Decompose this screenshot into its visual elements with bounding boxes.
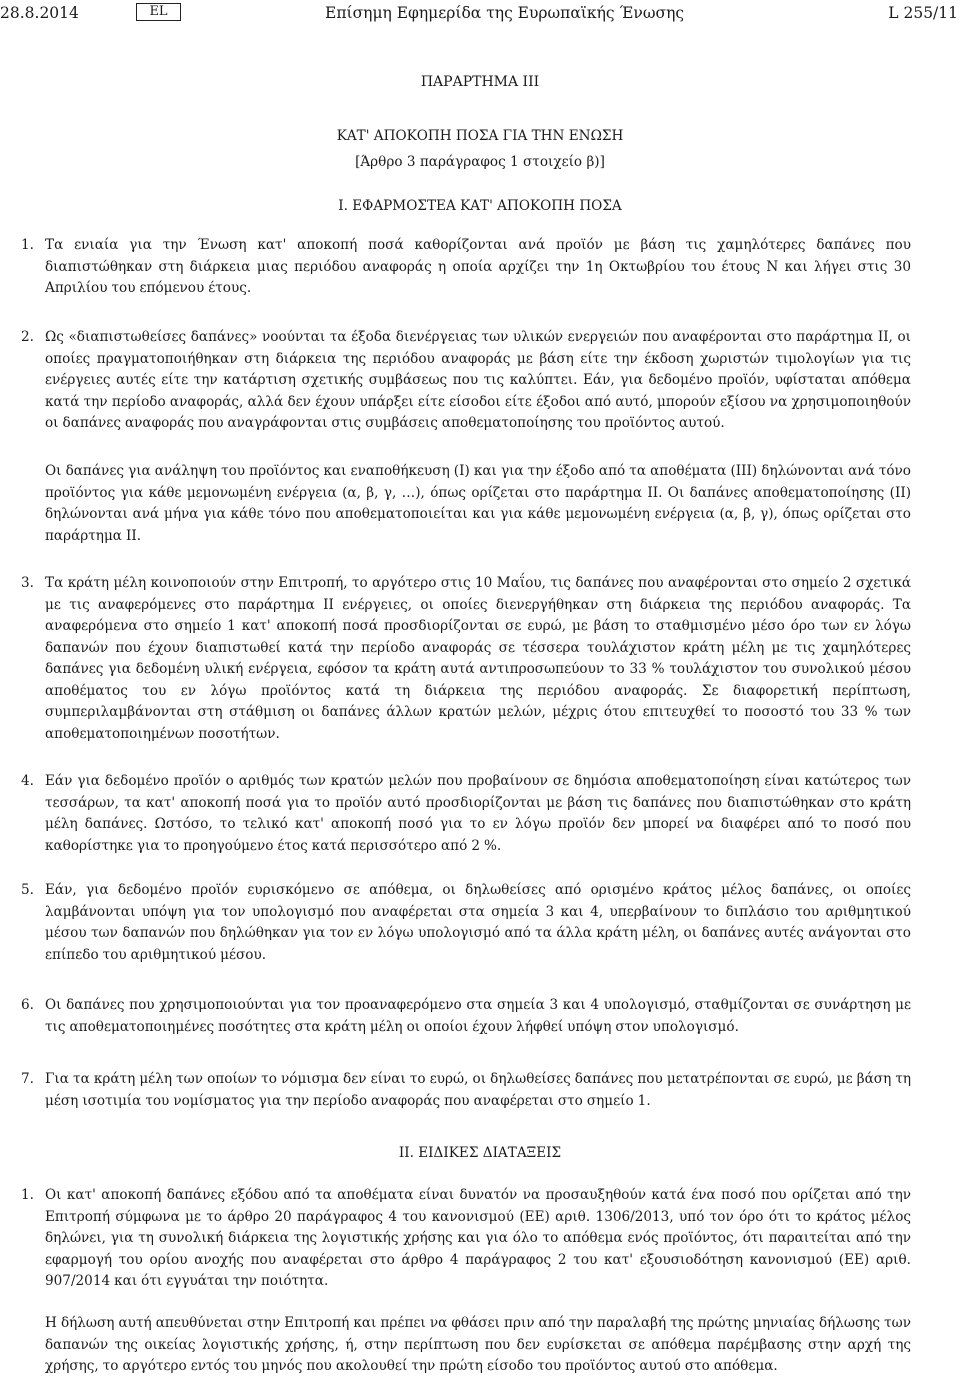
paragraph-number: 6. [21,997,34,1013]
page-reference: L 255/11 [888,4,958,22]
journal-title: Επίσημη Εφημερίδα της Ευρωπαϊκής Ένωσης [325,4,685,22]
paragraph-text: Εάν, για δεδομένο προϊόν ευρισκόμενο σε απόθεμα, οι δηλωθείσες από ορισμένο κράτος μέλος δαπάνες, οι οποίες λαμβάνονται υπόψη για τον υπολογισμό που αναφέρεται στα σημεία 3 και 4, υπερβαίνουν το διπλάσιο του αριθμητικού μέσου των δαπανών που δηλώθηκαν για τον εν λόγω υπολογισμό από τα άλλα κράτη μέλη, οι δαπάνες αυτές ανάγονται στο επίπεδο του αριθμητικού μέσου. [45,882,911,963]
paragraph-number: 2. [21,329,34,345]
paragraph-text: Εάν για δεδομένο προϊόν ο αριθμός των κρατών μελών που προβαίνουν σε δημόσια αποθεματοποίηση είναι κατώτερος των τεσσάρων, τα κατ' αποκοπή ποσά για το προϊόν αυτό προσδιορίζονται με βάση τις δαπάνες που διαπιστώθηκαν στο κράτη μέλη δαπάνες. Ωστόσο, το τελικό κατ' αποκοπή ποσό για το εν λόγω προϊόν δεν μπορεί να διαφέρει από το ποσό που καθορίστηκε για το προηγούμενο έτος κατά περισσότερο από 2 %. [45,773,911,854]
paragraph-text: Οι δαπάνες που χρησιμοποιούνται για τον προαναφερόμενο στα σημεία 3 και 4 υπολογισμό, σταθμίζονται σε συνάρτηση με τις αποθεματοποιημένες ποσότητες στα κράτη μέλη οι οποίοι έχουν λήφθεί υπόψη στον υπολογισμό. [45,997,911,1035]
paragraph-7 [21,1069,911,1112]
annex-main-title: ΚΑΤ' ΑΠΟΚΟΠΗ ΠΟΣΑ ΓΙΑ ΤΗΝ ΕΝΩΣΗ [336,128,624,144]
paragraph-5 [21,880,911,966]
paragraph-1 [21,235,911,300]
paragraph-text: Τα κράτη μέλη κοινοποιούν στην Επιτροπή, το αργότερο στις 10 Μαΐου, τις δαπάνες που αναφέρονται στο σημείο 2 σχετικά με τις αναφερόμενες στο παράρτημα II ενέργειες, οι οποίες διενεργήθηκαν στη διάρκεια της περιόδου αναφοράς. Τα αναφερόμενα στο σημείο 1 κατ' αποκοπή ποσά προσδιορίζονται σε ευρώ, με βάση το σταθμισμένο μέσο όρο των εν λόγω δαπανών που έχουν διαπιστωθεί κατά την περίοδο αναφοράς σε τέσσερα τουλάχιστον κράτη μέλη με τις χαμηλότερες δαπάνες για δεδομένη υλική ενέργεια, εφόσον τα κράτη αυτά αντιπροσωπεύουν το 33 % τουλάχιστον του συνολικού μέσου αποθέματος του εν λόγω προϊόντος κατά τη διάρκεια της περιόδου αναφοράς. Σε διαφορετική περίπτωση, συμπεριλαμβάνονται στη στάθμιση οι δαπάνες άλλων κρατών μελών, μέχρις ότου επιτευχθεί το ποσοστό του 33 % των αποθεματοποιημένων ποσοτήτων. [45,575,911,742]
paragraph-number: 1. [21,237,34,253]
special-paragraph-1-continued [45,1313,911,1378]
paragraph-number: 7. [21,1071,34,1087]
section-heading-1: I. ΕΦΑΡΜΟΣΤΕΑ ΚΑΤ' ΑΠΟΚΟΠΗ ΠΟΣΑ [338,198,622,214]
paragraph-number: 3. [21,575,34,591]
header-date: 28.8.2014 [0,4,79,22]
paragraph-3 [21,573,911,745]
paragraph-number: 5. [21,882,34,898]
paragraph-6 [21,995,911,1038]
paragraph-text: Η δήλωση αυτή απευθύνεται στην Επιτροπή και πρέπει να φθάσει πριν από την παραλαβή της πρώτης μηνιαίας δήλωσης των δαπανών της οικείας λογιστικής χρήσης, ή, στην περίπτωση που δεν ευρίσκεται σε απόθεμα παρέμβασης στην αρχή της χρήσης, το αργότερο εντός του μηνός που ακολουθεί την πρώτη είσοδο του προϊόντος αυτού στο απόθεμα. [45,1315,911,1374]
page-header [0,4,960,26]
language-badge: EL [136,3,181,21]
paragraph-text: Ως «διαπιστωθείσες δαπάνες» νοούνται τα έξοδα διενέργειας των υλικών ενεργειών που αναφέρονται στο παράρτημα II, οι οποίες πραγματοποιήθηκαν στη διάρκεια της περιόδου αναφοράς με βάση είτε την έκδοση χωριστών τιμολογίων για τις ενέργειες αυτές είτε την κατάρτιση σχετικής συμβάσεως που τις καλύπτει. Εάν, για δεδομένο προϊόν, υφίσταται απόθεμα κατά την περίοδο αναφοράς, αλλά δεν έχουν υπάρξει είτε είσοδοι είτε έξοδοι από αυτό, μπορούν εξίσου να χρησιμοποιηθούν οι δαπάνες αναφοράς που αναγράφονται στις συμβάσεις αποθεματοποίησης του προϊόντος αυτού. [45,329,911,431]
paragraph-number: 1. [21,1187,34,1203]
annex-title: ΠΑΡΑΡΤΗΜΑ III [420,74,540,90]
paragraph-text: Οι κατ' αποκοπή δαπάνες εξόδου από τα αποθέματα είναι δυνατόν να προσαυξηθούν κατά ένα ποσό που ορίζεται από την Επιτροπή σύμφωνα με το άρθρο 20 παράγραφος 4 του κανονισμού (ΕΕ) αριθ. 1306/2013, υπό τον όρο ότι το κράτος μέλος δηλώνει, για τη συνολική διάρκεια της λογιστικής χρήσης και για όλο το απόθεμα ενός προϊόντος, ότι παραιτείται από την εφαρμογή του ορίου ανοχής που αναφέρεται στο άρθρο 4 παράγραφος 2 του κατ' εξουσιοδότηση κανονισμού (ΕΕ) αριθ. 907/2014 και ότι εγγυάται την ποιότητα. [45,1187,911,1289]
paragraph-2-continued [45,461,911,547]
special-paragraph-1 [21,1185,911,1293]
paragraph-text: Οι δαπάνες για ανάληψη του προϊόντος και εναποθήκευση (I) και για την έξοδο από τα αποθέματα (III) δηλώνονται ανά τόνο προϊόντος για κάθε μεμονωμένη ενέργεια (α, β, γ, …), όπως ορίζεται στο παράρτημα II. Οι δαπάνες αποθεματοποίησης (II) δηλώνονται ανά μήνα για κάθε τόνο που αποθεματοποιείται και για κάθε μεμονωμένη ενέργεια (α, β, γ), όπως ορίζεται στο παράρτημα II. [45,463,911,544]
paragraph-text: Για τα κράτη μέλη των οποίων το νόμισμα δεν είναι το ευρώ, οι δηλωθείσες δαπάνες που μετατρέπονται σε ευρώ, με βάση τη μέση ισοτιμία του νομίσματος για την περίοδο αναφοράς που αναφέρεται στο σημείο 1. [45,1071,911,1109]
paragraph-number: 4. [21,773,34,789]
section-heading-2: II. ΕΙΔΙΚΕΣ ΔΙΑΤΑΞΕΙΣ [398,1145,562,1161]
paragraph-2 [21,327,911,435]
paragraph-text: Τα ενιαία για την Ένωση κατ' αποκοπή ποσά καθορίζονται ανά προϊόν με βάση τις χαμηλότερες δαπάνες που διαπιστώθηκαν στη διάρκεια μιας περιόδου αναφοράς η οποία αρχίζει την 1η Οκτωβρίου του έτους Ν και λήγει στις 30 Απριλίου του επόμενου έτους. [45,237,911,296]
article-reference: [Άρθρο 3 παράγραφος 1 στοιχείο β)] [355,154,605,170]
paragraph-4 [21,771,911,857]
